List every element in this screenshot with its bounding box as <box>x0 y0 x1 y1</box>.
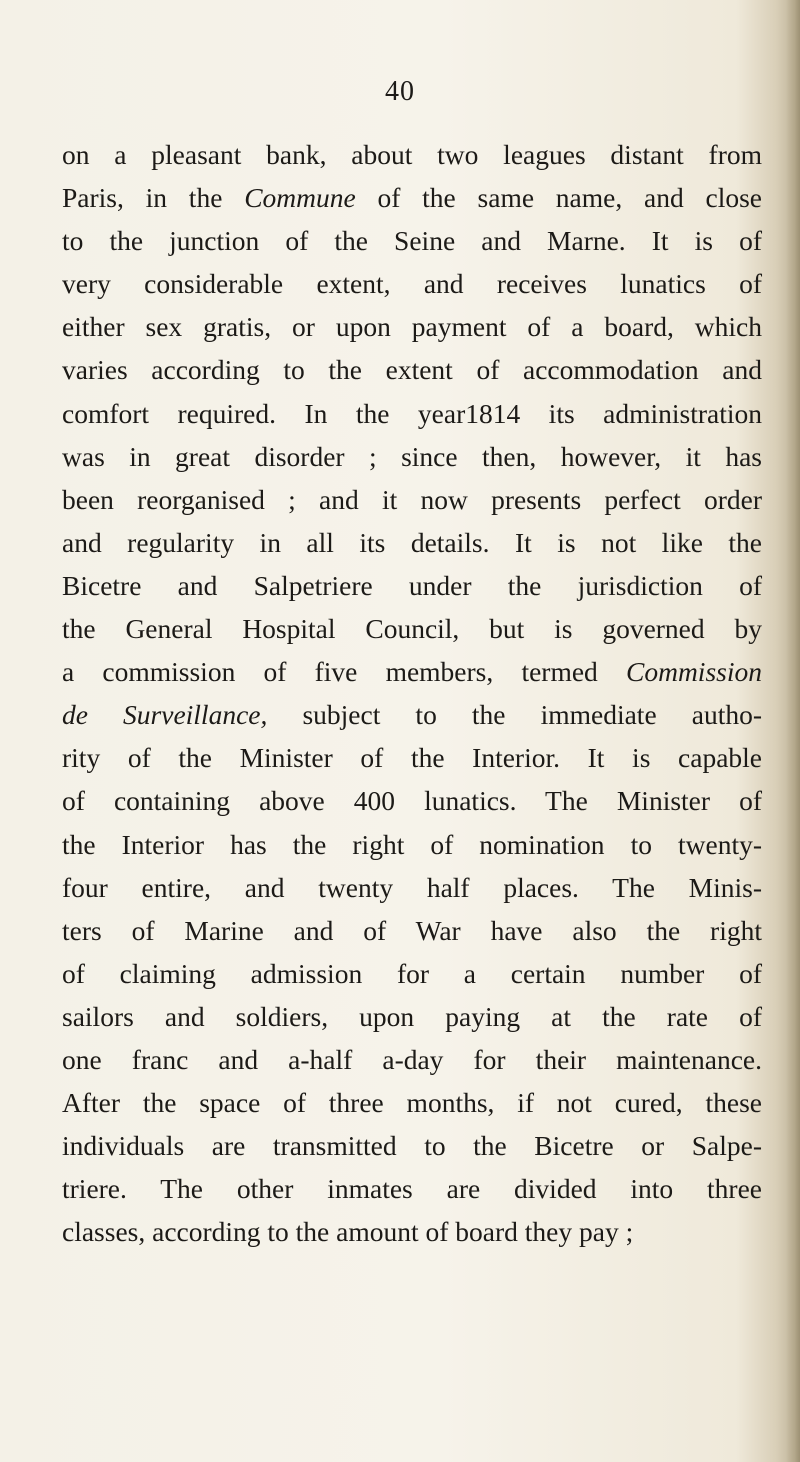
text-segment: triere. The other inmates are divided into three <box>62 1173 762 1205</box>
text-line <box>62 1210 762 1253</box>
text-line <box>62 650 762 693</box>
text-line <box>62 607 762 650</box>
italic-text-segment: de Surveillance, <box>62 699 268 731</box>
text-line <box>62 478 762 521</box>
text-line <box>62 219 762 262</box>
text-segment: one franc and a-half a-day for their maintenance. <box>62 1043 762 1075</box>
text-line <box>62 779 762 822</box>
text-segment: was in great disorder ; since then, however, it has <box>62 440 762 472</box>
text-line <box>62 952 762 995</box>
body-text <box>62 133 762 1253</box>
text-segment: the General Hospital Council, but is governed by <box>62 613 762 645</box>
text-segment: and regularity in all its details. It is not like the <box>62 526 762 558</box>
text-segment: on a pleasant bank, about two leagues distant from <box>62 139 762 170</box>
text-line <box>62 1124 762 1167</box>
text-segment: subject to the immediate autho- <box>267 699 762 731</box>
text-segment: individuals are transmitted to the Bicetre or Salpe- <box>62 1130 762 1162</box>
text-segment: Bicetre and Salpetriere under the jurisdiction of <box>62 569 762 601</box>
text-segment: a commission of five members, termed <box>62 656 626 688</box>
text-segment: sailors and soldiers, upon paying at the rate of <box>62 1000 762 1032</box>
page-edge-shadow <box>786 0 800 1462</box>
text-segment: ters of Marine and of War have also the right <box>62 914 762 946</box>
text-line <box>62 693 762 736</box>
text-line <box>62 564 762 607</box>
text-segment: comfort required. In the year1814 its administration <box>62 397 762 429</box>
page-number: 40 <box>385 76 415 107</box>
text-segment: classes, according to the amount of board they pay ; <box>62 1216 634 1248</box>
text-line <box>62 521 762 564</box>
text-line <box>62 176 762 219</box>
text-line <box>62 736 762 779</box>
text-line <box>62 348 762 391</box>
text-segment: either sex gratis, or upon payment of a board, which <box>62 311 762 343</box>
text-line <box>62 995 762 1038</box>
text-line <box>62 305 762 348</box>
text-segment: After the space of three months, if not cured, these <box>62 1087 762 1119</box>
text-segment: varies according to the extent of accommodation and <box>62 354 762 386</box>
text-line <box>62 1038 762 1081</box>
text-line <box>62 435 762 478</box>
text-segment: of claiming admission for a certain number of <box>62 957 762 989</box>
text-segment: Paris, in the <box>62 182 245 214</box>
text-line <box>62 866 762 909</box>
text-line <box>62 262 762 305</box>
italic-text-segment: Commission <box>626 656 762 688</box>
italic-text-segment: Commune <box>244 182 356 214</box>
text-line <box>62 392 762 435</box>
text-segment: rity of the Minister of the Interior. It is capable <box>62 742 762 774</box>
text-segment: been reorganised ; and it now presents perfect order <box>62 483 762 515</box>
text-segment: very considerable extent, and receives lunatics of <box>62 268 762 300</box>
text-line <box>62 1167 762 1210</box>
text-segment: the Interior has the right of nomination to twenty- <box>62 828 762 860</box>
text-line <box>62 1081 762 1124</box>
text-line <box>62 909 762 952</box>
text-segment: four entire, and twenty half places. The Minis- <box>62 871 762 903</box>
text-segment: of the same name, and close <box>355 182 762 214</box>
text-line <box>62 823 762 866</box>
text-segment: to the junction of the Seine and Marne. It is of <box>62 225 762 257</box>
text-line <box>62 133 762 176</box>
text-segment: of containing above 400 lunatics. The Minister of <box>62 785 762 817</box>
